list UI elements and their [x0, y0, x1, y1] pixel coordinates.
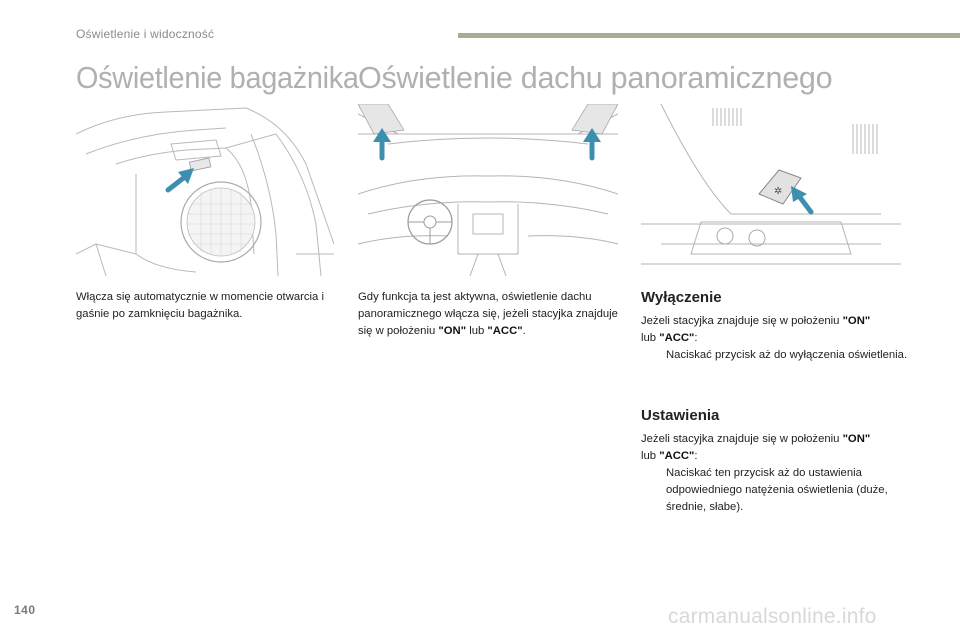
settings-step: Naciskać ten przycisk aż do ustawienia odpowiedniego natężenia oświetlenia (duże, średnie, słabe). — [666, 467, 888, 513]
running-header: Oświetlenie i widoczność — [76, 27, 215, 41]
trunk-drawing — [76, 104, 336, 276]
cabin-drawing — [358, 104, 618, 276]
settings-colon: : — [694, 450, 698, 462]
heading-switching-off: Wyłączenie — [641, 289, 722, 306]
off-intro: Jeżeli stacyjka znajduje się w położeniu — [641, 315, 843, 327]
arrow-icon — [791, 186, 811, 212]
watermark: carmanualsonline.info — [668, 605, 877, 628]
on-label: "ON" — [842, 433, 871, 445]
trunk-lighting-description: Włącza się automatycznie w momencie otwarcia i gaśnie po zamknięciu bagażnika. — [76, 291, 324, 320]
roof-text-part: Gdy funkcja ta jest aktywna, oświetlenie dachu panoramicznego włącza się, jeżeli stacyjka znajduje się w położeniu — [358, 291, 618, 337]
roof-lighting-description — [358, 289, 630, 340]
settings-intro: Jeżeli stacyjka znajduje się w położeniu — [641, 433, 843, 445]
list-item — [641, 465, 911, 516]
list-item — [641, 347, 911, 364]
arrow-icon — [168, 168, 194, 190]
switching-off-instructions — [641, 313, 911, 364]
button-drawing — [641, 104, 901, 276]
roof-text-end: . — [522, 325, 526, 337]
acc-label: "ACC" — [659, 332, 695, 344]
on-label: "ON" — [842, 315, 871, 327]
acc-label: "ACC" — [659, 450, 695, 462]
roof-light-button-illustration — [641, 104, 901, 276]
off-text-or: lub — [641, 332, 660, 344]
settings-text-or: lub — [641, 450, 660, 462]
off-colon: : — [694, 332, 698, 344]
off-step: Naciskać przycisk aż do wyłączenia oświetlenia. — [666, 349, 908, 361]
heading-settings: Ustawienia — [641, 407, 720, 424]
acc-label: "ACC" — [487, 325, 523, 337]
heading-panoramic-roof-lighting: Oświetlenie dachu panoramicznego — [358, 60, 833, 95]
page-number: 140 — [14, 603, 36, 617]
heading-trunk-lighting: Oświetlenie bagażnika — [76, 60, 359, 95]
header-rule — [458, 33, 960, 38]
settings-instructions — [641, 431, 911, 516]
roof-text-or: lub — [466, 325, 488, 337]
trunk-light-illustration — [76, 104, 336, 276]
cabin-roof-light-illustration — [358, 104, 618, 276]
svg-text:✲: ✲ — [774, 186, 783, 197]
on-label: "ON" — [438, 325, 467, 337]
